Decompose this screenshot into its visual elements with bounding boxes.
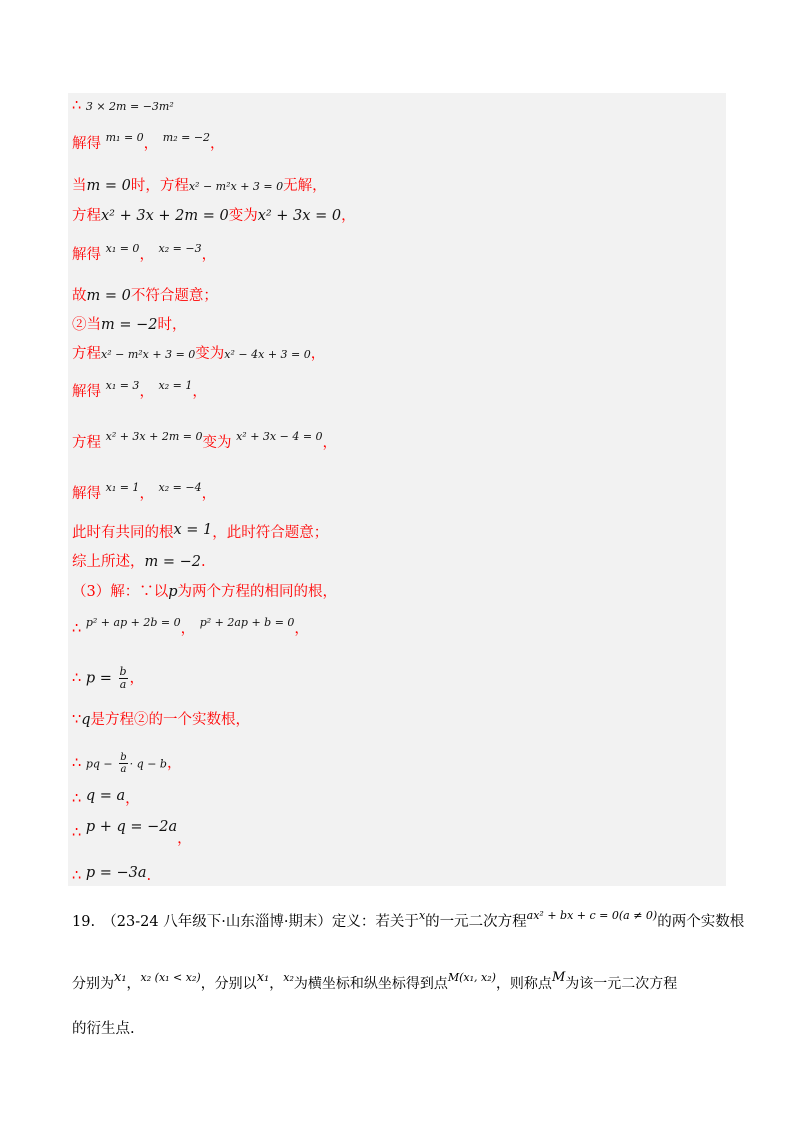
math-expression: x² − m²x + 3 = 0 [101,348,196,361]
text: ， [126,976,141,992]
text: 无解， [283,178,327,194]
fraction [119,752,127,775]
text: 是方程②的一个实数根， [90,712,251,728]
math-expression: x₁ [256,970,270,985]
text: ， [210,136,225,152]
text: 为横坐标和纵坐标得到点 [293,976,448,992]
math-expression: x₂ [283,971,294,984]
text: ， [310,346,326,362]
text: ， [201,247,217,263]
text: 变为 [195,346,225,362]
text: ， [269,976,284,992]
text: ， [139,247,154,263]
text: ∵ [72,712,82,728]
text: b [119,665,127,678]
text: 为两个方程的相同的根， [177,584,338,600]
text: ， [180,621,196,637]
math-expression: x₁ [114,970,127,985]
math-expression: p = −3a [85,865,147,881]
text: ， [201,486,217,502]
text: 时， [157,317,187,333]
math-expression: x [418,909,426,922]
solution-line-20 [72,819,192,847]
text: 方程 [72,435,101,451]
math-expression: x₂ = −4 [158,481,202,494]
text: ∴ [72,670,82,687]
question-19-line-1 [72,910,744,931]
solution-line-7 [72,316,187,334]
solution-line-1 [72,97,174,116]
text: 为该一元二次方程 [565,976,678,992]
math-expression: m = 0 [86,178,131,194]
text: 时，方程 [130,178,189,194]
solution-line-19 [72,790,140,808]
text: 当 [72,178,87,194]
text: 不符合题意； [130,288,218,304]
math-expression: x² + 3x − 4 = 0 [236,430,323,443]
math-expression: q [81,712,91,728]
math-expression: x₂ = −3 [158,242,202,255]
solution-line-21 [72,867,151,885]
solution-line-2 [72,131,225,154]
solution-line-18 [72,752,181,775]
question-19-line-3 [72,1017,135,1038]
math-expression: p + q = −2a [85,819,178,835]
math-expression: p [168,584,178,600]
text: ， [143,136,159,152]
text: ， [192,384,207,400]
math-expression: 3 × 2m = −3m² [85,100,174,113]
text: ， [139,486,154,502]
text: ∴ [72,791,82,807]
math-expression: m = −2 [101,317,158,333]
text: ， [129,670,145,687]
solution-line-6 [72,287,218,305]
text: a [119,678,127,691]
text: 的一元二次方程 [425,914,527,930]
math-expression: x = 1 [173,522,213,538]
text: ， [322,435,338,451]
math-expression: · q − b [129,757,167,771]
text: 的两个实数根 [657,914,745,930]
text: ， [294,621,309,637]
therefore-symbol: ∴ [72,98,82,114]
solution-line-11 [72,481,217,504]
solution-line-3 [72,177,327,196]
math-expression: x₁ = 0 [105,242,140,255]
text: ∴ [72,621,82,637]
text: b [120,752,127,763]
math-expression: q = a [85,788,126,804]
solution-line-8 [72,345,325,364]
math-expression: m = −2 [144,554,201,570]
solution-line-5 [72,242,217,265]
math-expression: m = 0 [86,288,131,304]
math-expression: ax² + bx + c = 0(a ≠ 0) [526,909,658,922]
text: ∴ [72,825,82,841]
text: 故 [72,288,87,304]
text: ，分别以 [200,976,257,992]
text: 综上所述， [72,554,145,570]
math-expression: pq − [85,757,113,771]
math-expression: x₂ = 1 [158,379,193,392]
text: ， [125,791,140,807]
text: ，此时符合题意； [212,525,329,541]
text: a [120,764,127,775]
math-expression: x² − 4x + 3 = 0 [224,348,311,361]
fraction [119,666,128,691]
solution-line-12 [72,524,328,542]
text: 方程 [72,346,101,362]
text: 分别为 [72,976,114,992]
math-expression: M [551,970,566,985]
math-expression: m₂ = −2 [162,131,211,144]
math-expression: x₁ = 1 [105,481,140,494]
math-expression: m₁ = 0 [105,131,144,144]
solution-line-15 [72,616,309,639]
solution-line-16 [72,666,144,691]
text: 此时有共同的根 [72,525,174,541]
text: ， [166,755,182,772]
math-expression: p² + 2ap + b = 0 [199,616,295,629]
solution-line-9 [72,379,207,402]
question-19-line-2 [72,970,678,993]
math-expression: x₁ = 3 [105,379,140,392]
math-expression: x² + 3x + 2m = 0 [105,430,203,443]
text: 方程 [72,208,101,224]
text: ∴ [72,755,82,772]
solution-line-17 [72,711,250,729]
math-expression: p = [85,670,112,687]
text: （3）解：∵以 [72,584,169,600]
solution-line-13 [72,553,206,571]
text: ②当 [72,317,101,333]
math-expression: x² + 3x = 0 [257,208,342,224]
math-expression: x₂ (x₁ < x₂) [140,971,201,984]
text: . [201,554,206,570]
text: ， [139,384,154,400]
math-expression: x² − m²x + 3 = 0 [188,180,284,193]
text: 的衍生点. [72,1021,135,1037]
text: ， [177,831,192,847]
text: 变为 [228,208,258,224]
solution-line-10 [72,430,338,453]
text: ， [341,208,356,224]
text: 解得 [72,384,101,400]
text: . [146,868,152,884]
text: ，则称点 [495,976,552,992]
math-expression: p² + ap + 2b = 0 [85,616,181,629]
text: 变为 [202,435,232,451]
math-expression: x² + 3x + 2m = 0 [101,208,229,224]
text: 19. （23-24 八年级下·山东淄博·期末）定义：若关于 [72,914,419,930]
solution-line-4 [72,207,356,225]
text: 解得 [72,247,101,263]
text: ∴ [72,868,82,884]
text: 解得 [72,136,101,152]
math-expression: M(x₁, x₂) [447,971,496,984]
solution-line-14 [72,583,337,601]
text: 解得 [72,486,101,502]
